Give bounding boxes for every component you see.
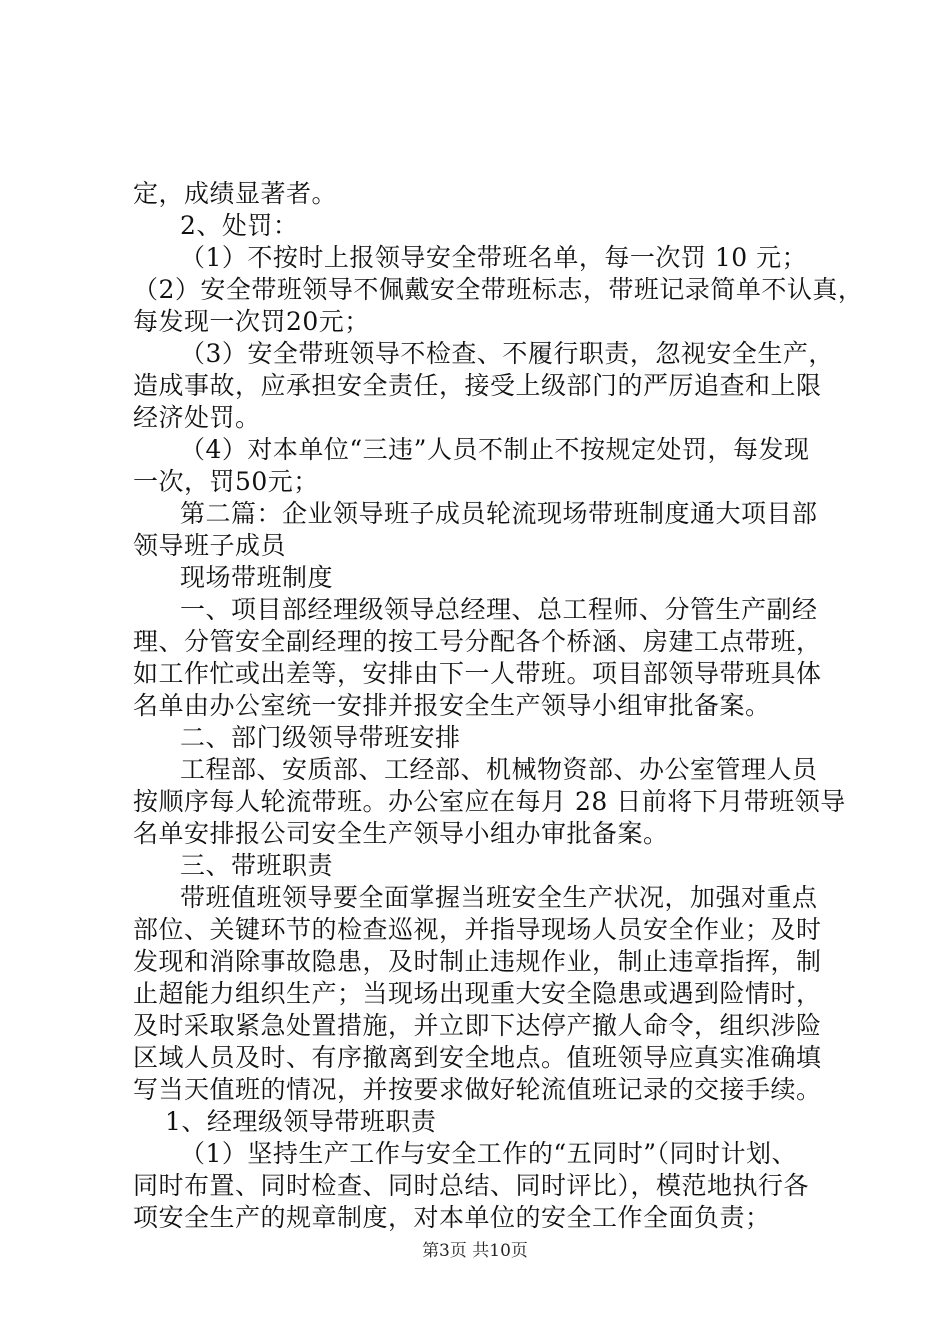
text-line: （3）安全带班领导不检查、不履行职责，忽视安全生产， [180, 339, 834, 368]
text-line: 一、项目部经理级领导总经理、总工程师、分管生产副经 [180, 595, 818, 624]
text-line: 名单由办公室统一安排并报安全生产领导小组审批备案。 [133, 691, 771, 720]
page-number: 第3页 共10页 [422, 1241, 528, 1261]
text-line: （2）安全带班领导不佩戴安全带班标志，带班记录简单不认真， [133, 275, 864, 304]
text-line: 定，成绩显著者。 [133, 179, 338, 208]
text-line: 每发现一次罚20元； [133, 307, 370, 336]
text-line: 工程部、安质部、工经部、机械物资部、办公室管理人员 [180, 755, 818, 784]
text-line: （4）对本单位“三违”人员不制止不按规定处罚，每发现 [180, 435, 810, 464]
text-line: 造成事故，应承担安全责任，接受上级部门的严厉追查和上限 [133, 371, 822, 400]
text-line: 如工作忙或出差等，安排由下一人带班。项目部领导带班具体 [133, 659, 822, 688]
text-line: 写当天值班的情况，并按要求做好轮流值班记录的交接手续。 [133, 1075, 822, 1104]
text-line: 止超能力组织生产；当现场出现重大安全隐患或遇到险情时， [133, 979, 822, 1008]
text-line: 发现和消除事故隐患，及时制止违规作业，制止违章指挥，制 [133, 947, 822, 976]
text-line: 项安全生产的规章制度，对本单位的安全工作全面负责； [133, 1203, 771, 1232]
section-heading: 三、带班职责 [180, 851, 334, 880]
text-line: 区域人员及时、有序撤离到安全地点。值班领导应真实准确填 [133, 1043, 822, 1072]
section-heading: 现场带班制度 [180, 563, 334, 592]
text-line: 同时布置、同时检查、同时总结、同时评比），模范地执行各 [133, 1171, 810, 1200]
text-line: 按顺序每人轮流带班。办公室应在每月 28 日前将下月带班领导 [133, 787, 846, 816]
text-line: 一次，罚50元； [133, 467, 319, 496]
text-line: 及时采取紧急处置措施，并立即下达停产撤人命令，组织涉险 [133, 1011, 822, 1040]
text-line: （1）不按时上报领导安全带班名单，每一次罚 10 元； [180, 243, 808, 272]
text-line: 名单安排报公司安全生产领导小组办审批备案。 [133, 819, 669, 848]
section-heading: 二、部门级领导带班安排 [180, 723, 461, 752]
text-line: （1）坚持生产工作与安全工作的“五同时”（同时计划、 [180, 1139, 797, 1168]
text-line: 经济处罚。 [133, 403, 261, 432]
text-line: 带班值班领导要全面掌握当班安全生产状况，加强对重点 [180, 883, 818, 912]
text-line: 2、处罚： [180, 211, 299, 240]
section-heading: 领导班子成员 [133, 531, 287, 560]
section-heading: 第二篇：企业领导班子成员轮流现场带班制度通大项目部 [180, 499, 818, 528]
text-line: 理、分管安全副经理的按工号分配各个桥涵、房建工点带班， [133, 627, 822, 656]
text-line: 部位、关键环节的检查巡视，并指导现场人员安全作业；及时 [133, 915, 822, 944]
section-heading: 1、经理级领导带班职责 [165, 1107, 437, 1136]
